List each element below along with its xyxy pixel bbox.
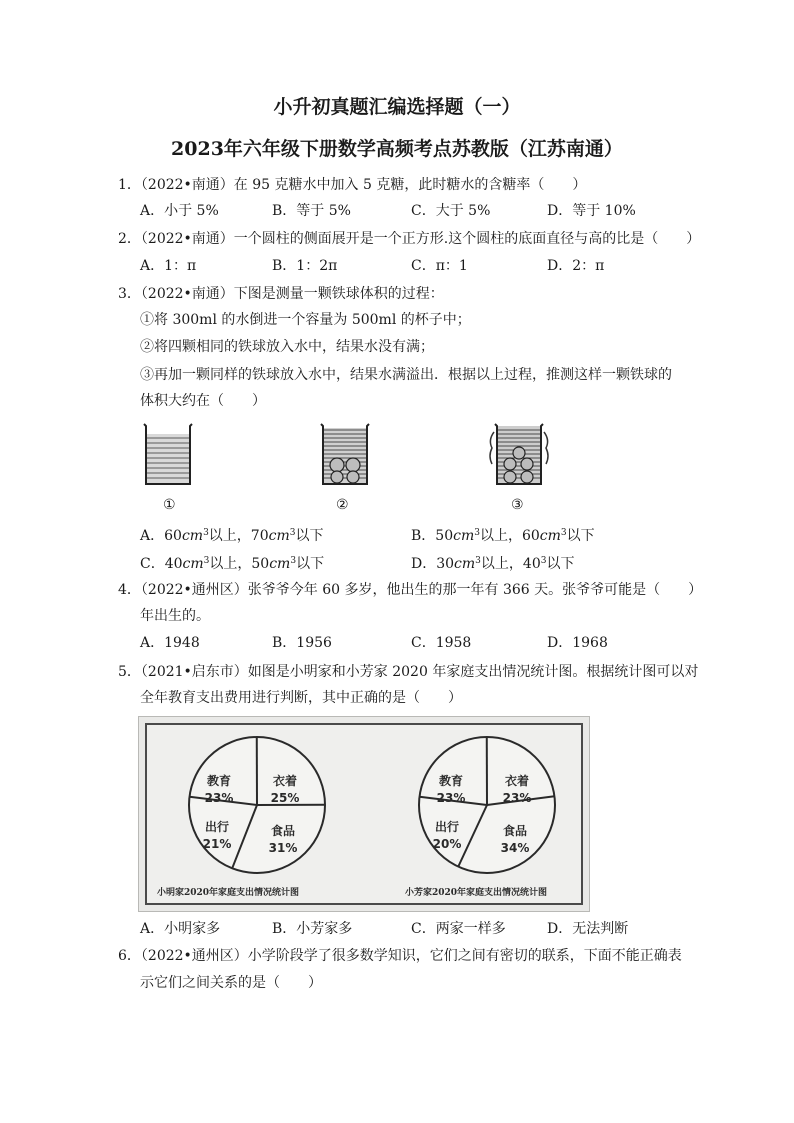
pie-2-label-食品-name: 食品 <box>502 824 528 838</box>
pie-chart-photo <box>138 716 590 912</box>
q3-option-c[interactable]: C．$40cm^3$以上，$50cm^3$以下 <box>140 556 325 572</box>
page-title: 小升初真题汇编选择题（一） <box>273 96 521 118</box>
q5-stem-cont: 全年教育支出费用进行判断，其中正确的是（ ） <box>140 690 462 706</box>
pie-1-label-出行-name: 出行 <box>204 820 230 834</box>
pie-1-caption: 小明家2020年家庭支出情况统计图 <box>157 888 300 898</box>
q6-stem-cont: 示它们之间关系的是（ ） <box>140 975 322 991</box>
q2-option-b[interactable]: B．1：2π <box>272 258 338 274</box>
beaker-figure-1 <box>143 422 193 486</box>
beaker-figure-2 <box>320 422 370 486</box>
q4-option-c[interactable]: C．1958 <box>411 635 472 651</box>
page-subtitle: 2023年六年级下册数学高频考点苏教版（江苏南通） <box>171 138 623 160</box>
q3-option-d[interactable]: D．$30cm^3$以上，$40^3$以下 <box>411 556 575 572</box>
q1-stem: 1．（2022•南通）在 95 克糖水中加入 5 克糖，此时糖水的含糖率（ ） <box>118 177 587 193</box>
q3-step3: ③再加一颗同样的铁球放入水中，结果水满溢出．根据以上过程，推测这样一颗铁球的 <box>140 367 672 383</box>
q5-option-c[interactable]: C．两家一样多 <box>411 921 506 937</box>
q5-option-b[interactable]: B．小芳家多 <box>272 921 353 937</box>
figure-3-label: ③ <box>511 497 524 513</box>
pie-2-caption: 小芳家2020年家庭支出情况统计图 <box>405 888 548 898</box>
pie-1-label-出行-value: 21% <box>202 837 232 851</box>
figure-1-label: ① <box>163 497 176 513</box>
pie-1-label-食品-value: 31% <box>268 841 298 855</box>
q5-option-a[interactable]: A．小明家多 <box>140 921 221 937</box>
pie-2-label-出行-value: 20% <box>432 837 462 851</box>
beaker-figure-3 <box>486 422 552 486</box>
q4-stem: 4．（2022•通州区）张爷爷今年 60 多岁，他出生的那一年有 366 天。张爷爷可能是（ ） <box>118 582 703 598</box>
q4-option-b[interactable]: B．1956 <box>272 635 332 651</box>
q5-option-d[interactable]: D．无法判断 <box>547 921 629 937</box>
q2-option-c[interactable]: C．π：1 <box>411 258 468 274</box>
pie-2-label-出行-name: 出行 <box>434 820 460 834</box>
q1-option-c[interactable]: C．大于 5% <box>411 203 491 219</box>
pie-1-label-食品-name: 食品 <box>270 824 296 838</box>
q4-option-d[interactable]: D．1968 <box>547 635 608 651</box>
pie-1-label-衣着-value: 25% <box>270 791 300 805</box>
q1-option-d[interactable]: D．等于 10% <box>547 203 636 219</box>
q2-stem: 2．（2022•南通）一个圆柱的侧面展开是一个正方形.这个圆柱的底面直径与高的比是（ ） <box>118 231 701 247</box>
q1-option-a[interactable]: A．小于 5% <box>140 203 219 219</box>
q5-stem: 5．（2021•启东市）如图是小明家和小芳家 2020 年家庭支出情况统计图。根据统计图可以对 <box>118 664 699 680</box>
pie-2-label-教育-name: 教育 <box>438 774 464 788</box>
q4-option-a[interactable]: A．1948 <box>140 635 200 651</box>
q3-option-b[interactable]: B．$50cm^3$以上，$60cm^3$以下 <box>411 528 595 544</box>
pie-1-label-教育-name: 教育 <box>206 774 232 788</box>
q3-option-a[interactable]: A．$60cm^3$以上，$70cm^3$以下 <box>140 528 324 544</box>
pie-1-label-教育-value: 23% <box>204 791 234 805</box>
q3-step3-cont: 体积大约在（ ） <box>140 393 266 409</box>
q4-stem-cont: 年出生的。 <box>140 608 210 624</box>
pie-2-label-食品-value: 34% <box>500 841 530 855</box>
q2-option-d[interactable]: D．2：π <box>547 258 605 274</box>
q1-option-b[interactable]: B．等于 5% <box>272 203 351 219</box>
figure-2-label: ② <box>336 497 349 513</box>
pie-charts-svg <box>147 725 581 903</box>
pie-2-label-衣着-name: 衣着 <box>504 774 530 788</box>
pie-1-label-衣着-name: 衣着 <box>272 774 298 788</box>
q3-step2: ②将四颗相同的铁球放入水中，结果水没有满； <box>140 339 434 355</box>
q2-option-a[interactable]: A．1：π <box>140 258 197 274</box>
q6-stem: 6．（2022•通州区）小学阶段学了很多数学知识，它们之间有密切的联系，下面不能正确表 <box>118 948 682 964</box>
pie-2-label-教育-value: 23% <box>436 791 466 805</box>
pie-2-label-衣着-value: 23% <box>502 791 532 805</box>
q3-stem: 3．（2022•南通）下图是测量一颗铁球体积的过程： <box>118 286 444 302</box>
q3-step1: ①将 300ml 的水倒进一个容量为 500ml 的杯子中； <box>140 312 471 328</box>
